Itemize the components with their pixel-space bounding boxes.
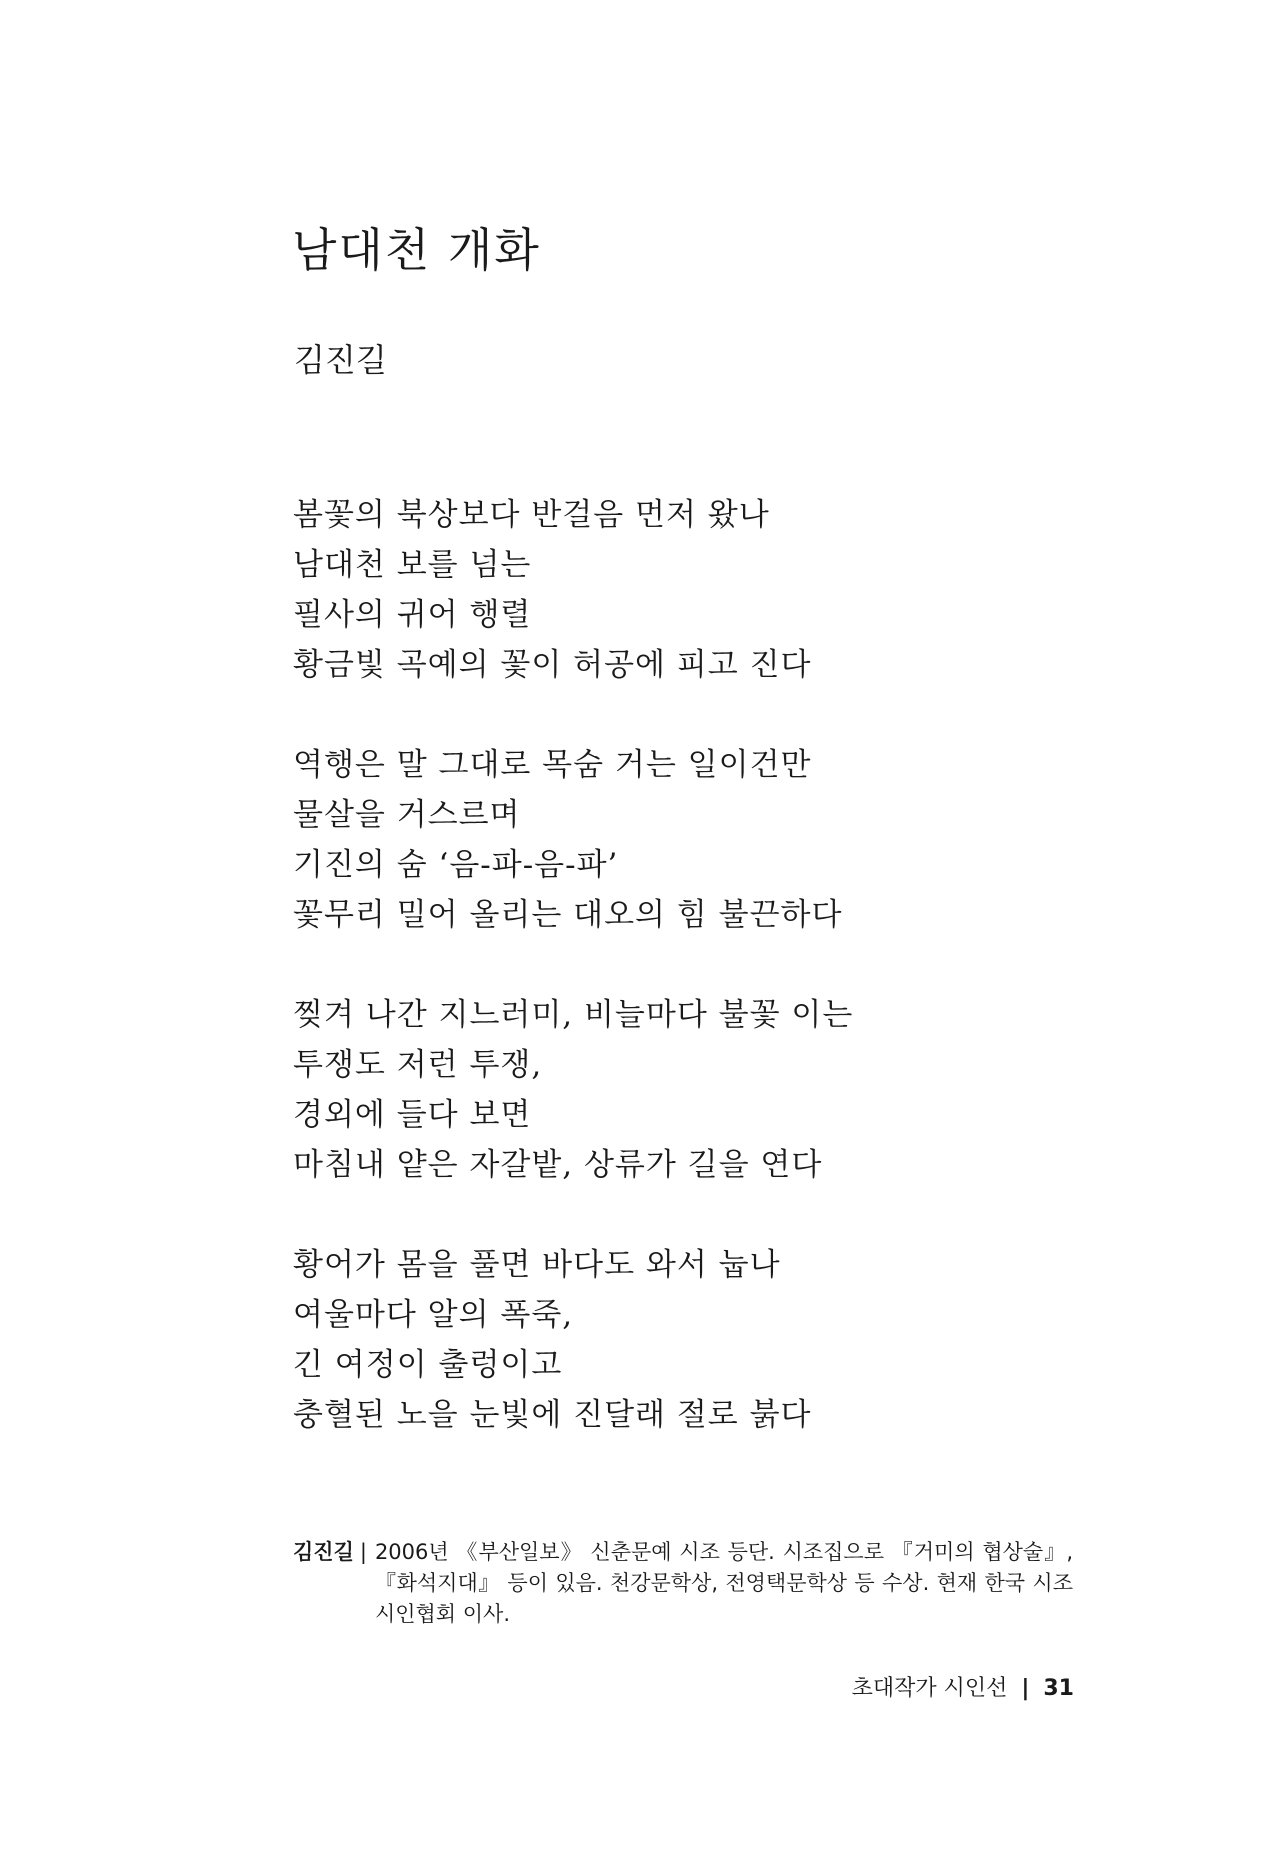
poem-line: 황금빛 곡예의 꽃이 허공에 피고 진다 (293, 647, 812, 683)
stanza-2 (293, 740, 1113, 940)
poem-line: 필사의 귀어 행렬 (293, 597, 532, 633)
poem-line: 꽃무리 밀어 올리는 대오의 힘 불끈하다 (293, 897, 843, 933)
bio-author-name: 김진길 (293, 1540, 354, 1564)
poem-line: 봄꽃의 북상보다 반걸음 먼저 왔나 (293, 497, 770, 533)
page-number: 31 (1043, 1676, 1074, 1701)
bio-text: 2006년 《부산일보》 신춘문예 시조 등단. 시조집으로 『거미의 협상술』, 『화석지대』 등이 있음. 천강문학상, 전영택문학상 등 수상. 현재 한국 시조시인협회 이사. (374, 1540, 1073, 1626)
stanza-1 (293, 490, 1113, 690)
poem-title: 남대천 개화 (292, 223, 541, 277)
poem-line: 황어가 몸을 풀면 바다도 와서 눕나 (293, 1247, 781, 1283)
series-name: 초대작가 시인선 (851, 1676, 1008, 1701)
poem-line: 충혈된 노을 눈빛에 진달래 절로 붉다 (293, 1397, 812, 1433)
footer-separator: | (1021, 1676, 1030, 1701)
stanza-4 (293, 1240, 1113, 1440)
poem-line: 경외에 들다 보면 (293, 1097, 532, 1133)
stanza-3 (293, 990, 1113, 1190)
poem-line: 찢겨 나간 지느러미, 비늘마다 불꽃 이는 (293, 997, 854, 1033)
poem-line: 역행은 말 그대로 목숨 거는 일이건만 (293, 747, 812, 783)
poem-line: 마침내 얕은 자갈밭, 상류가 길을 연다 (293, 1147, 823, 1183)
author-bio (293, 1537, 1073, 1630)
poem-body (293, 490, 1113, 1490)
poem-line: 투쟁도 저런 투쟁, (293, 1047, 543, 1083)
poem-line: 남대천 보를 넘는 (293, 547, 532, 583)
poem-author: 김진길 (294, 341, 387, 379)
bio-separator: | (359, 1540, 367, 1564)
poem-line: 여울마다 알의 폭죽, (293, 1297, 574, 1333)
page-footer (852, 1674, 1074, 1704)
poem-line: 기진의 숨 ‘음-파-음-파’ (293, 847, 619, 883)
poem-line: 긴 여정이 출렁이고 (293, 1347, 563, 1383)
poem-line: 물살을 거스르며 (293, 797, 521, 833)
